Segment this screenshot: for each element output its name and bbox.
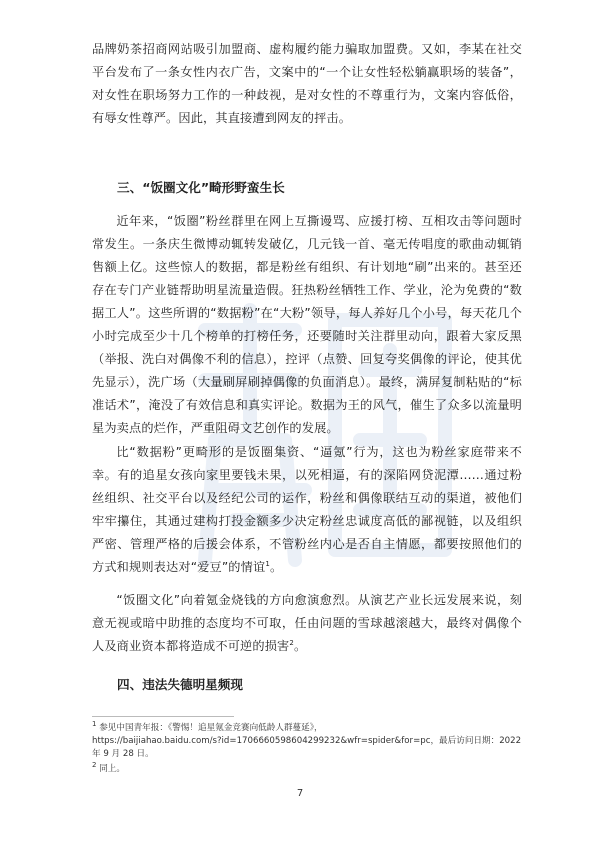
footnote-ref-2[interactable]: 2	[289, 638, 295, 647]
footnote-1-link[interactable]: https://baijiahao.baidu.com/s?id=1706660598604299232&wfr=spider&for=pc，最后访问日期：2022 年 9 月 28 日。	[92, 736, 522, 759]
section-heading-4: 四、违法失德明星频现	[117, 677, 243, 692]
footnote-1: $^1$ 参见中国青年报：《警惕！追星氪金竞赛向低龄人群蔓延》， https://baijiahao.baidu.com/s?id=1706660598604299232&wfr=spider&for=pc，最后访问日期：2022 年 9 月 28 日。	[92, 720, 522, 759]
footnote-2: $^2$ 同上。	[92, 761, 125, 774]
paragraph-continuation: 品牌奶茶招商网站吸引加盟商、虚构履约能力骗取加盟费。又如，李某在社交平台发布了一条女性内衣广告，文案中的“一个让女性轻松躺赢职场的装备”，对女性在职场努力工作的一种歧视，是对女性的不尊重行为，文案内容低俗，有辱女性尊严。因此，其直接遭到网友的抨击。	[92, 42, 522, 125]
paragraph-data-fans: 比“数据粉”更畸形的是饭圈集资、“逼氪”行为，这也为粉丝家庭带来不幸。有的追星女孩向家里要钱未果，以死相逼，有的深陷网贷泥潭……通过粉丝组织、社交平台以及经纪公司的运作，粉丝和偶像联结互动的渠道，被他们牢牢攥住，其通过建构打投金额多少决定粉丝忠诚度高低的鄙视链，以及组织严密、管理严格的后援会体系，不管粉丝内心是否自主情愿，都要按照他们的方式和规则表达对“爱豆”的情谊$^1$。	[92, 445, 522, 574]
footnote-ref-1[interactable]: 1	[265, 559, 270, 568]
footnote-divider	[92, 716, 234, 717]
section-heading-3: 三、“饭圈文化”畸形野蛮生长	[117, 180, 285, 195]
page-number: 7	[296, 788, 304, 799]
paragraph-fan-circle: 近年来，“饭圈”粉丝群里在网上互撕谩骂、应援打榜、互相攻击等问题时常发生。一条庆生微博动辄转发破亿，几元钱一首、毫无传唱度的歌曲动辄销售额上亿。这些惊人的数据，都是粉丝有组织、有计划地“刷”出来的。甚至还存在专门产业链帮助明星流量造假。狂热粉丝牺牲工作、学业，沦为免费的“数据工人”。这些所谓的“数据粉”在“大粉”领导，每人养好几个小号，每天花几个小时完成至少十几个榜单的打榜任务，还要随时关注群里动向，跟着大家反黑（举报、洗白对偶像不利的信息），控评（点赞、回复夸奖偶像的评论，使其优先显示），洗广场（大量刷屏刷掉偶像的负面消息）。最终，满屏复制粘贴的“标准话术”，淹没了有效信息和真实评论。数据为王的风气，催生了众多以流量明星为卖点的烂作，严重阻碍文艺创作的发展。	[92, 214, 522, 435]
paragraph-consequences: “饭圈文化”向着氪金烧钱的方向愈演愈烈。从演艺产业长远发展来说，刻意无视或暗中助推的态度均不可取，任由问题的雪球越滚越大，最终对偶像个人及商业资本都将造成不可逆的损害$^2$。	[92, 593, 522, 653]
